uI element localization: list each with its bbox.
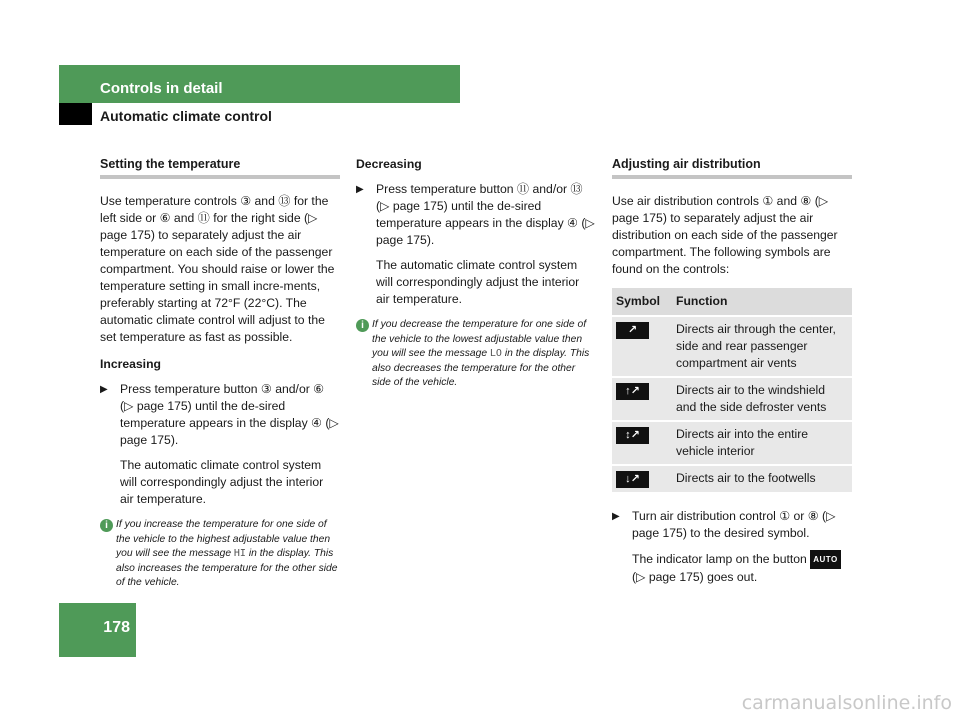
- result-text: The automatic climate control system will correspondingly adjust the interior air temperature.: [376, 258, 580, 306]
- page-number-box: [59, 603, 136, 657]
- air-footwells-icon: ↓↗: [616, 471, 649, 488]
- subheading-decreasing: Decreasing: [356, 157, 422, 171]
- step-decrease: [356, 181, 596, 249]
- function-cell: Directs air to the windshield and the side defroster vents: [672, 377, 852, 421]
- intro-paragraph: Use temperature controls ③ and ⑬ for the left side or ⑥ and ⑪ for the right side (▷ page 175) to separately adjust the air temperature on each side of the passenger compartment. You should raise or lower the temperature setting in small incre-ments, preferably starting at 72°F (22°C). The automatic climate control will adjust to the set temperature as fast as possible.: [100, 194, 335, 344]
- result-text: [612, 550, 852, 586]
- column-header-symbol: Symbol: [612, 288, 672, 316]
- auto-button-icon: AUTO: [810, 550, 841, 569]
- heading-rule: [612, 175, 852, 179]
- heading-setting-temperature: Setting the temperature: [100, 157, 241, 171]
- column-right: [612, 156, 852, 596]
- air-windshield-defroster-icon: ↑↗: [616, 383, 649, 400]
- note-text-after: in the display. This also increases the temperature for the other side of the vehicle.: [116, 548, 338, 588]
- symbol-table: [612, 288, 852, 494]
- page-number: 178: [103, 619, 130, 636]
- column-middle: [356, 156, 596, 391]
- result-text-after: (▷ page 175) goes out.: [632, 570, 758, 584]
- column-header-function: Function: [672, 288, 852, 316]
- intro-paragraph: Use air distribution controls ① and ⑧ (▷ page 175) to separately adjust the air distribution on each side of the passenger compartment. The following symbols are found on the controls:: [612, 194, 838, 276]
- subheading-increasing: Increasing: [100, 357, 161, 371]
- table-row: [612, 465, 852, 493]
- column-left: [100, 156, 340, 591]
- step-text: Press temperature button ⑪ and/or ⑬ (▷ page 175) until the de-sired temperature appears in the display ④ (▷ page 175).: [376, 182, 595, 247]
- air-entire-interior-icon: ↕↗: [616, 427, 649, 444]
- step-air-distribution: [612, 508, 852, 542]
- air-center-vents-icon: ↗: [616, 322, 649, 339]
- result-text: The automatic climate control system will correspondingly adjust the interior air temperature.: [120, 458, 324, 506]
- corner-block: [59, 103, 92, 125]
- heading-air-distribution: Adjusting air distribution: [612, 157, 761, 171]
- watermark: carmanualsonline.info: [741, 692, 952, 714]
- info-icon: i: [356, 319, 369, 332]
- step-text: Turn air distribution control ① or ⑧ (▷ page 175) to the desired symbol.: [632, 509, 836, 540]
- bullet-arrow-icon: ▶: [356, 184, 364, 195]
- bullet-arrow-icon: ▶: [612, 511, 620, 522]
- step-increase: [100, 381, 340, 449]
- note-text-before: If you increase the temperature for one side of the vehicle to the highest adjustable value then you will see the message: [116, 519, 331, 559]
- info-icon: i: [100, 519, 113, 532]
- note-text-after: in the display. This also decreases the temperature for the other side of the vehicle.: [372, 348, 590, 388]
- note-decrease: [356, 318, 596, 391]
- note-text-before: If you decrease the temperature for one side of the vehicle to the lowest adjustable value then you will see the message: [372, 319, 587, 359]
- step-text: Press temperature button ③ and/or ⑥ (▷ page 175) until the de-sired temperature appears in the display ④ (▷ page 175).: [120, 382, 339, 447]
- table-row: [612, 316, 852, 377]
- function-cell: Directs air into the entire vehicle interior: [672, 421, 852, 465]
- table-row: [612, 421, 852, 465]
- display-code-hi: HI: [233, 548, 246, 559]
- heading-rule: [100, 175, 340, 179]
- function-cell: Directs air to the footwells: [672, 465, 852, 493]
- section-title: Controls in detail: [100, 80, 223, 97]
- function-cell: Directs air through the center, side and rear passenger compartment air vents: [672, 316, 852, 377]
- page-subtitle: Automatic climate control: [100, 108, 272, 124]
- result-text-before: The indicator lamp on the button: [632, 552, 811, 566]
- table-row: [612, 377, 852, 421]
- display-code-lo: LO: [489, 348, 502, 359]
- bullet-arrow-icon: ▶: [100, 384, 108, 395]
- note-increase: [100, 518, 340, 591]
